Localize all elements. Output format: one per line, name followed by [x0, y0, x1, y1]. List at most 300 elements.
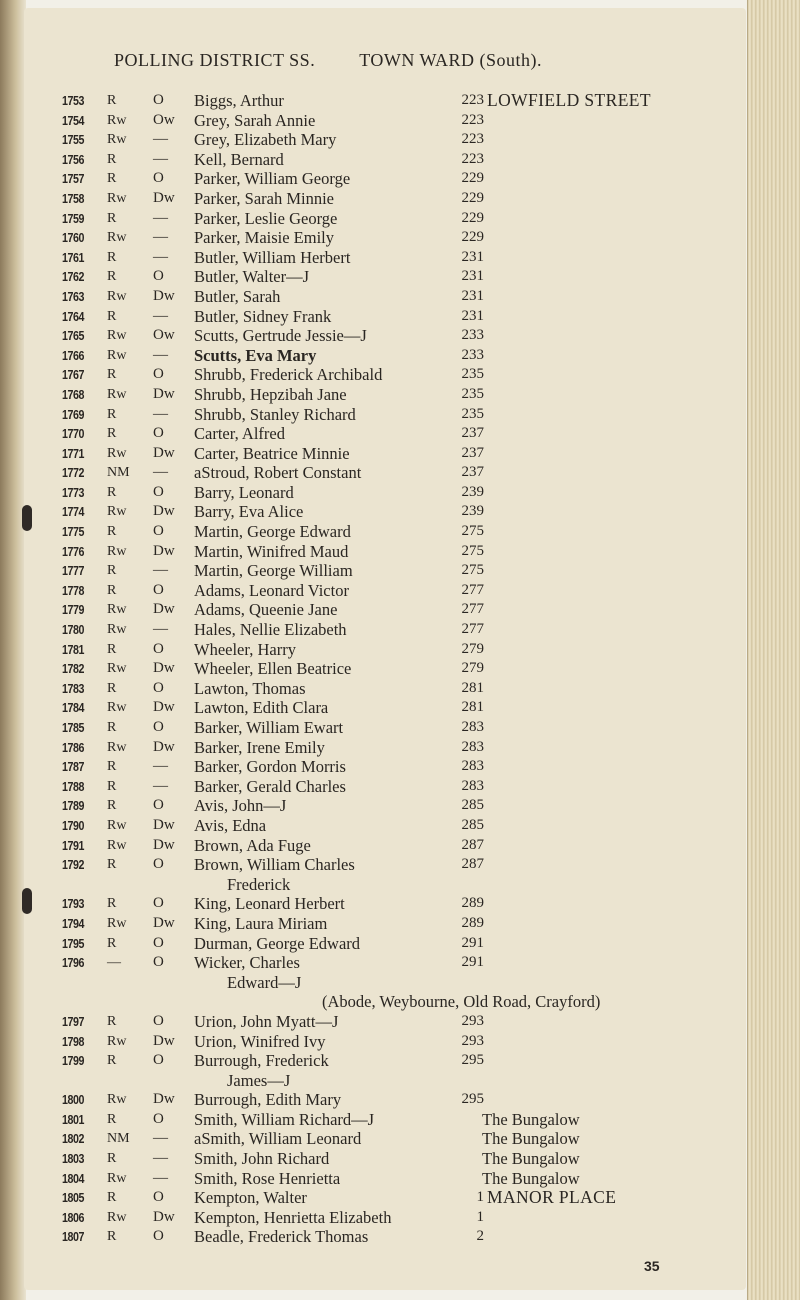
elector-name: Kempton, Walter	[194, 1188, 307, 1208]
house-number: 237	[461, 425, 484, 442]
elector-row	[24, 189, 764, 209]
house-number: 237	[461, 444, 484, 461]
qualification-code: R	[107, 778, 117, 794]
occupation-code: —	[153, 346, 168, 363]
qualification-code: Rw	[107, 1092, 127, 1108]
page-edges	[747, 0, 800, 1300]
elector-row	[24, 679, 764, 699]
elector-row	[24, 522, 764, 542]
elector-row	[24, 502, 764, 522]
elector-number: 1762	[62, 269, 85, 285]
elector-number: 1778	[62, 582, 85, 598]
elector-number: 1785	[62, 720, 85, 735]
qualification-code: R	[107, 1013, 117, 1029]
occupation-code: —	[153, 229, 168, 246]
occupation-code: Dw	[153, 816, 175, 833]
qualification-code: R	[107, 563, 117, 579]
occupation-code: O	[153, 679, 164, 696]
elector-name: Barry, Leonard	[194, 482, 294, 502]
occupation-code: O	[153, 797, 164, 814]
elector-row	[24, 150, 764, 170]
elector-row	[24, 463, 764, 483]
occupation-code: —	[153, 150, 168, 167]
binding-clip	[22, 505, 32, 531]
occupation-code: O	[153, 581, 164, 598]
elector-name: Parker, Maisie Emily	[194, 228, 335, 248]
house-number: 281	[461, 679, 484, 696]
occupation-code: Dw	[153, 503, 175, 520]
elector-number: 1756	[62, 151, 85, 167]
qualification-code: Rw	[107, 661, 127, 677]
name-continuation-row	[24, 1071, 764, 1091]
elector-name: Burrough, Edith Mary	[194, 1090, 342, 1110]
elector-row	[24, 561, 764, 581]
house-number: 231	[461, 287, 484, 304]
elector-name: Barry, Eva Alice	[194, 502, 304, 522]
elector-row	[24, 483, 764, 503]
house-number: 287	[461, 836, 484, 853]
house-number: 287	[461, 856, 484, 873]
qualification-code: Rw	[107, 328, 127, 344]
elector-row	[24, 836, 764, 856]
elector-row	[24, 1032, 764, 1052]
elector-number: 1779	[62, 602, 85, 618]
elector-number: 1786	[62, 739, 85, 755]
occupation-code: Dw	[153, 660, 175, 677]
elector-number: 1763	[62, 288, 85, 304]
elector-name: Adams, Leonard Victor	[194, 580, 349, 600]
qualification-code: Rw	[107, 622, 127, 638]
elector-row	[24, 953, 764, 973]
elector-row	[24, 659, 764, 679]
house-name: The Bungalow	[482, 1149, 580, 1169]
qualification-code: —	[107, 955, 121, 971]
qualification-code: Rw	[107, 386, 127, 402]
occupation-code: Dw	[153, 836, 175, 853]
street-name: LOWFIELD STREET	[487, 90, 651, 110]
occupation-code: O	[153, 1052, 164, 1069]
elector-name: Parker, Leslie George	[194, 208, 338, 228]
house-number: 293	[461, 1012, 484, 1029]
occupation-code: O	[153, 170, 164, 187]
house-number: 275	[461, 562, 484, 579]
elector-row	[24, 307, 764, 327]
house-number: 277	[461, 601, 484, 618]
house-number: 231	[461, 268, 484, 285]
elector-row	[24, 365, 764, 385]
qualification-code: Rw	[107, 347, 127, 363]
elector-number: 1795	[62, 935, 85, 951]
page-header	[114, 50, 542, 71]
elector-number: 1761	[62, 249, 85, 265]
occupation-code: O	[153, 366, 164, 383]
register-page	[24, 8, 746, 1290]
elector-number: 1806	[62, 1209, 85, 1225]
elector-row	[24, 777, 764, 797]
qualification-code: R	[107, 171, 117, 187]
elector-row	[24, 228, 764, 248]
elector-name: aSmith, William Leonard	[194, 1129, 362, 1149]
house-number: 275	[461, 542, 484, 559]
elector-row	[24, 855, 764, 875]
elector-number: 1768	[62, 386, 85, 402]
house-number: 2	[476, 1228, 484, 1245]
occupation-code: O	[153, 954, 164, 971]
qualification-code: Rw	[107, 915, 127, 931]
house-number: 291	[461, 934, 484, 951]
elector-name: Smith, William Richard—J	[194, 1109, 375, 1129]
elector-row	[24, 1129, 764, 1149]
qualification-code: R	[107, 367, 117, 383]
elector-number: 1770	[62, 426, 85, 442]
elector-name: Brown, William Charles	[194, 855, 355, 875]
elector-name: Lawton, Thomas	[194, 678, 306, 698]
house-number: 1	[476, 1208, 484, 1225]
elector-name: aStroud, Robert Constant	[194, 463, 362, 483]
elector-number: 1782	[62, 661, 85, 677]
occupation-code: O	[153, 483, 164, 500]
elector-row	[24, 444, 764, 464]
elector-row	[24, 1227, 764, 1247]
qualification-code: R	[107, 798, 117, 814]
house-number: 235	[461, 385, 484, 402]
elector-number: 1754	[62, 112, 85, 128]
qualification-code: Rw	[107, 602, 127, 618]
occupation-code: Dw	[153, 1208, 175, 1225]
house-number: 231	[461, 248, 484, 265]
occupation-code: O	[153, 1012, 164, 1029]
elector-name: Grey, Sarah Annie	[194, 110, 316, 130]
name-continuation: James—J	[227, 1070, 291, 1090]
elector-name: Carter, Alfred	[194, 424, 285, 444]
qualification-code: R	[107, 93, 117, 108]
elector-name: Urion, Winifred Ivy	[194, 1031, 326, 1051]
occupation-code: O	[153, 92, 164, 108]
occupation-code: Dw	[153, 287, 175, 304]
qualification-code: R	[107, 249, 117, 265]
house-number: 289	[461, 895, 484, 912]
name-continuation-row	[24, 875, 764, 895]
house-number: 281	[461, 699, 484, 716]
qualification-code: Rw	[107, 288, 127, 304]
elector-number: 1766	[62, 347, 85, 363]
occupation-code: Dw	[153, 1032, 175, 1049]
elector-name: Barker, Gordon Morris	[194, 757, 346, 777]
house-number: 283	[461, 719, 484, 735]
occupation-code: O	[153, 856, 164, 873]
qualification-code: R	[107, 1229, 117, 1245]
qualification-code: R	[107, 151, 117, 167]
qualification-code: R	[107, 935, 117, 951]
elector-row	[24, 1149, 764, 1169]
elector-row	[24, 424, 764, 444]
elector-number: 1790	[62, 817, 85, 833]
qualification-code: R	[107, 426, 117, 442]
elector-row	[24, 640, 764, 660]
elector-number: 1781	[62, 641, 85, 657]
elector-name: Wheeler, Harry	[194, 639, 296, 659]
elector-name: Kempton, Henrietta Elizabeth	[194, 1207, 392, 1227]
qualification-code: R	[107, 857, 117, 873]
elector-name: Butler, Sarah	[194, 286, 281, 306]
qualification-code: Rw	[107, 739, 127, 755]
elector-name: Carter, Beatrice Minnie	[194, 443, 350, 463]
occupation-code: Dw	[153, 738, 175, 755]
elector-row	[24, 894, 764, 914]
occupation-code: —	[153, 1130, 168, 1147]
occupation-code: O	[153, 1189, 164, 1206]
qualification-code: R	[107, 582, 117, 598]
elector-row	[24, 385, 764, 405]
qualification-code: R	[107, 524, 117, 540]
elector-number: 1793	[62, 896, 85, 912]
elector-row	[24, 267, 764, 287]
house-number: 275	[461, 523, 484, 540]
elector-number: 1792	[62, 857, 85, 873]
elector-row	[24, 600, 764, 620]
elector-number: 1789	[62, 798, 85, 814]
occupation-code: Dw	[153, 189, 175, 206]
elector-row	[24, 816, 764, 836]
elector-name: Burrough, Frederick	[194, 1051, 329, 1071]
name-continuation: Frederick	[227, 874, 291, 894]
elector-row	[24, 91, 764, 111]
house-number: 295	[461, 1052, 484, 1069]
occupation-code: —	[153, 1169, 168, 1186]
occupation-code: Dw	[153, 699, 175, 716]
elector-row	[24, 934, 764, 954]
elector-row	[24, 796, 764, 816]
elector-number: 1765	[62, 328, 85, 344]
qualification-code: R	[107, 720, 117, 735]
elector-number: 1760	[62, 230, 85, 246]
name-continuation-row	[24, 973, 764, 993]
occupation-code: —	[153, 307, 168, 324]
house-number: 229	[461, 209, 484, 226]
elector-number: 1804	[62, 1170, 85, 1186]
elector-row	[24, 718, 764, 738]
elector-number: 1794	[62, 915, 85, 931]
elector-name: Brown, Ada Fuge	[194, 835, 311, 855]
occupation-code: Dw	[153, 914, 175, 931]
elector-name: Durman, George Edward	[194, 933, 361, 953]
elector-row	[24, 1090, 764, 1110]
house-number: 239	[461, 503, 484, 520]
elector-name: Butler, William Herbert	[194, 247, 351, 267]
elector-name: Grey, Elizabeth Mary	[194, 130, 337, 150]
elector-name: Barker, Irene Emily	[194, 737, 325, 757]
elector-number: 1772	[62, 465, 85, 481]
elector-name: Parker, Sarah Minnie	[194, 188, 335, 208]
house-number: 237	[461, 464, 484, 481]
elector-number: 1791	[62, 837, 85, 853]
house-number: 229	[461, 229, 484, 246]
elector-number: 1774	[62, 504, 85, 520]
qualification-code: R	[107, 1053, 117, 1069]
elector-number: 1797	[62, 1013, 85, 1029]
elector-row	[24, 169, 764, 189]
occupation-code: —	[153, 758, 168, 775]
elector-list	[24, 91, 764, 1247]
occupation-code: Dw	[153, 1091, 175, 1108]
elector-row	[24, 620, 764, 640]
qualification-code: Rw	[107, 445, 127, 461]
occupation-code: —	[153, 131, 168, 148]
elector-number: 1798	[62, 1033, 85, 1049]
house-number: 291	[461, 954, 484, 971]
occupation-code: O	[153, 268, 164, 285]
elector-number: 1803	[62, 1151, 85, 1167]
qualification-code: Rw	[107, 190, 127, 206]
house-number: 229	[461, 189, 484, 206]
elector-number: 1773	[62, 484, 85, 500]
elector-number: 1769	[62, 406, 85, 422]
elector-row	[24, 130, 764, 150]
house-number: 285	[461, 816, 484, 833]
elector-row	[24, 1188, 764, 1208]
elector-number: 1771	[62, 445, 85, 461]
page-number: 35	[644, 1258, 660, 1274]
elector-name: Martin, George William	[194, 561, 353, 581]
elector-row	[24, 1208, 764, 1228]
elector-name: Avis, Edna	[194, 815, 267, 835]
elector-row	[24, 248, 764, 268]
qualification-code: Rw	[107, 1170, 127, 1186]
elector-number: 1775	[62, 524, 85, 540]
house-number: 235	[461, 405, 484, 422]
occupation-code: —	[153, 562, 168, 579]
elector-number: 1802	[62, 1131, 85, 1147]
elector-name: Butler, Walter—J	[194, 267, 310, 287]
elector-name: King, Laura Miriam	[194, 913, 328, 933]
elector-number: 1805	[62, 1190, 85, 1206]
house-number: 277	[461, 581, 484, 598]
street-name: MANOR PLACE	[487, 1187, 617, 1208]
elector-number: 1757	[62, 171, 85, 187]
house-number: 231	[461, 307, 484, 324]
qualification-code: Rw	[107, 112, 127, 128]
elector-number: 1800	[62, 1092, 85, 1108]
elector-name: Martin, George Edward	[194, 522, 351, 542]
elector-name: Beadle, Frederick Thomas	[194, 1227, 369, 1247]
elector-number: 1783	[62, 680, 85, 696]
elector-row	[24, 1110, 764, 1130]
house-number: 233	[461, 346, 484, 363]
occupation-code: Ow	[153, 327, 175, 344]
elector-row	[24, 542, 764, 562]
elector-name: Butler, Sidney Frank	[194, 306, 332, 326]
elector-name: Barker, Gerald Charles	[194, 776, 346, 796]
occupation-code: —	[153, 405, 168, 422]
occupation-code: —	[153, 248, 168, 265]
qualification-code: R	[107, 406, 117, 422]
house-number: 293	[461, 1032, 484, 1049]
book-gutter-shadow	[0, 0, 26, 1300]
elector-row	[24, 1051, 764, 1071]
elector-number: 1759	[62, 210, 85, 226]
elector-name: Lawton, Edith Clara	[194, 698, 329, 718]
house-number: 279	[461, 640, 484, 657]
elector-row	[24, 209, 764, 229]
qualification-code: R	[107, 896, 117, 912]
elector-name: Urion, John Myatt—J	[194, 1011, 339, 1031]
elector-name: Hales, Nellie Elizabeth	[194, 620, 347, 640]
polling-district-title: POLLING DISTRICT SS.	[114, 50, 316, 70]
abode-note-row	[24, 992, 764, 1012]
name-continuation: Edward—J	[227, 972, 302, 992]
house-number: 295	[461, 1091, 484, 1108]
house-number: 223	[461, 111, 484, 128]
qualification-code: Rw	[107, 132, 127, 148]
house-number: 283	[461, 738, 484, 755]
occupation-code: —	[153, 621, 168, 638]
elector-name: Martin, Winifred Maud	[194, 541, 349, 561]
house-number: 229	[461, 170, 484, 187]
elector-number: 1780	[62, 622, 85, 638]
qualification-code: R	[107, 1190, 117, 1206]
elector-row	[24, 111, 764, 131]
occupation-code: Dw	[153, 444, 175, 461]
abode-note: (Abode, Weybourne, Old Road, Crayford)	[322, 992, 601, 1012]
binding-clip	[22, 888, 32, 914]
elector-number: 1784	[62, 700, 85, 716]
qualification-code: Rw	[107, 543, 127, 559]
elector-name: Scutts, Eva Mary	[194, 345, 317, 365]
elector-number: 1753	[62, 93, 85, 108]
elector-row	[24, 914, 764, 934]
house-number: 223	[461, 150, 484, 167]
occupation-code: —	[153, 209, 168, 226]
qualification-code: Rw	[107, 230, 127, 246]
elector-row	[24, 326, 764, 346]
qualification-code: Rw	[107, 817, 127, 833]
occupation-code: Dw	[153, 542, 175, 559]
occupation-code: O	[153, 1228, 164, 1245]
house-number: 233	[461, 327, 484, 344]
occupation-code: Dw	[153, 385, 175, 402]
house-number: 279	[461, 660, 484, 677]
elector-name: Avis, John—J	[194, 796, 287, 816]
house-number: 235	[461, 366, 484, 383]
elector-name: Shrubb, Hepzibah Jane	[194, 384, 347, 404]
elector-number: 1758	[62, 190, 85, 206]
qualification-code: NM	[107, 1131, 130, 1147]
elector-name: Wicker, Charles	[194, 953, 300, 973]
elector-row	[24, 405, 764, 425]
elector-number: 1787	[62, 759, 85, 775]
occupation-code: O	[153, 1110, 164, 1127]
house-number: 1	[476, 1189, 484, 1206]
qualification-code: R	[107, 1151, 117, 1167]
elector-row	[24, 1012, 764, 1032]
elector-number: 1788	[62, 778, 85, 794]
qualification-code: Rw	[107, 1033, 127, 1049]
qualification-code: Rw	[107, 700, 127, 716]
house-number: 239	[461, 483, 484, 500]
elector-name: King, Leonard Herbert	[194, 894, 345, 914]
elector-number: 1755	[62, 132, 85, 148]
occupation-code: —	[153, 1150, 168, 1167]
house-number: 283	[461, 758, 484, 775]
elector-name: Barker, William Ewart	[194, 718, 344, 737]
elector-number: 1807	[62, 1229, 85, 1245]
qualification-code: R	[107, 680, 117, 696]
qualification-code: R	[107, 210, 117, 226]
house-number: 285	[461, 797, 484, 814]
occupation-code: —	[153, 464, 168, 481]
occupation-code: O	[153, 523, 164, 540]
occupation-code: Dw	[153, 601, 175, 618]
